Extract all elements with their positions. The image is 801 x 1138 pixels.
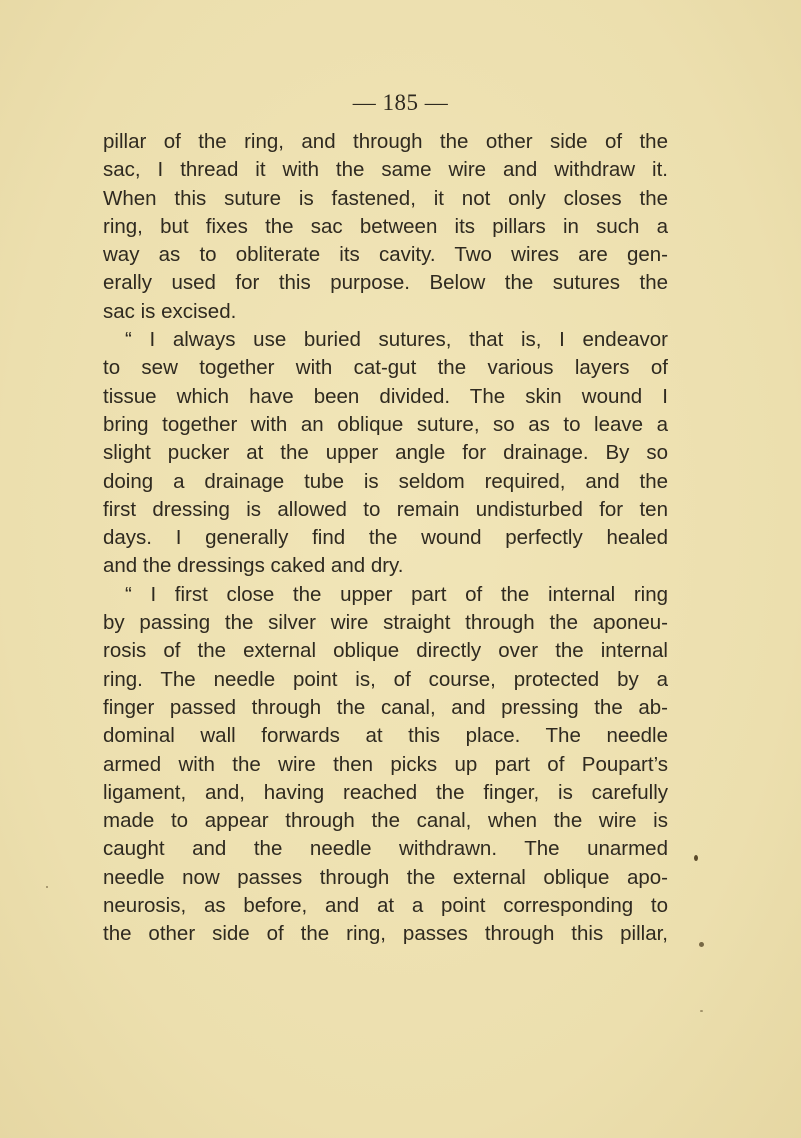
text-line: erally used for this purpose. Below the sutures the [103, 271, 668, 295]
text-line: “ I always use buried sutures, that is, I endeavor [125, 328, 668, 352]
paper-speck [699, 942, 704, 947]
text-line: neurosis, as before, and at a point corresponding to [103, 894, 668, 918]
body-text [103, 128, 668, 949]
paragraph-2 [103, 326, 668, 581]
text-line: first dressing is allowed to remain undisturbed for ten [103, 497, 668, 521]
text-line: When this suture is fastened, it not only closes the [103, 186, 668, 210]
text-line: made to appear through the canal, when the wire is [103, 809, 668, 833]
text-line: “ I first close the upper part of the internal ring [125, 582, 668, 606]
paragraph-1 [103, 128, 668, 326]
text-line: ring, but fixes the sac between its pillars in such a [103, 214, 668, 238]
text-line: needle now passes through the external oblique apo- [103, 865, 668, 889]
text-line: the other side of the ring, passes through this pillar, [103, 922, 668, 946]
text-line: sac, I thread it with the same wire and withdraw it. [103, 158, 668, 182]
text-line: finger passed through the canal, and pressing the ab- [103, 695, 668, 719]
text-line: pillar of the ring, and through the other side of the [103, 130, 668, 153]
text-line: armed with the wire then picks up part of Poupart’s [103, 752, 668, 776]
text-line: and the dressings caked and dry. [103, 554, 404, 578]
text-line: tissue which have been divided. The skin wound I [103, 384, 668, 408]
text-line: rosis of the external oblique directly over the internal [103, 639, 668, 663]
text-line: slight pucker at the upper angle for drainage. By so [103, 441, 668, 465]
text-line: way as to obliterate its cavity. Two wires are gen- [103, 243, 668, 267]
text-line: days. I generally find the wound perfectly healed [103, 526, 668, 550]
text-line: bring together with an oblique suture, so as to leave a [103, 412, 668, 436]
page-number: — 185 — [352, 90, 449, 115]
text-line: ring. The needle point is, of course, protected by a [103, 667, 668, 691]
paper-speck [694, 855, 698, 861]
text-line: dominal wall forwards at this place. The needle [103, 724, 668, 748]
text-line: by passing the silver wire straight through the aponeu- [103, 611, 668, 635]
text-line: doing a drainage tube is seldom required, and the [103, 469, 668, 493]
text-line: caught and the needle withdrawn. The unarmed [103, 837, 668, 861]
text-line: sac is excised. [103, 299, 237, 323]
text-line: ligament, and, having reached the finger, is carefully [103, 780, 668, 804]
paper-speck [46, 886, 48, 888]
text-line: to sew together with cat-gut the various layers of [103, 356, 668, 380]
paragraph-3 [103, 581, 668, 949]
paper-speck [700, 1010, 703, 1012]
